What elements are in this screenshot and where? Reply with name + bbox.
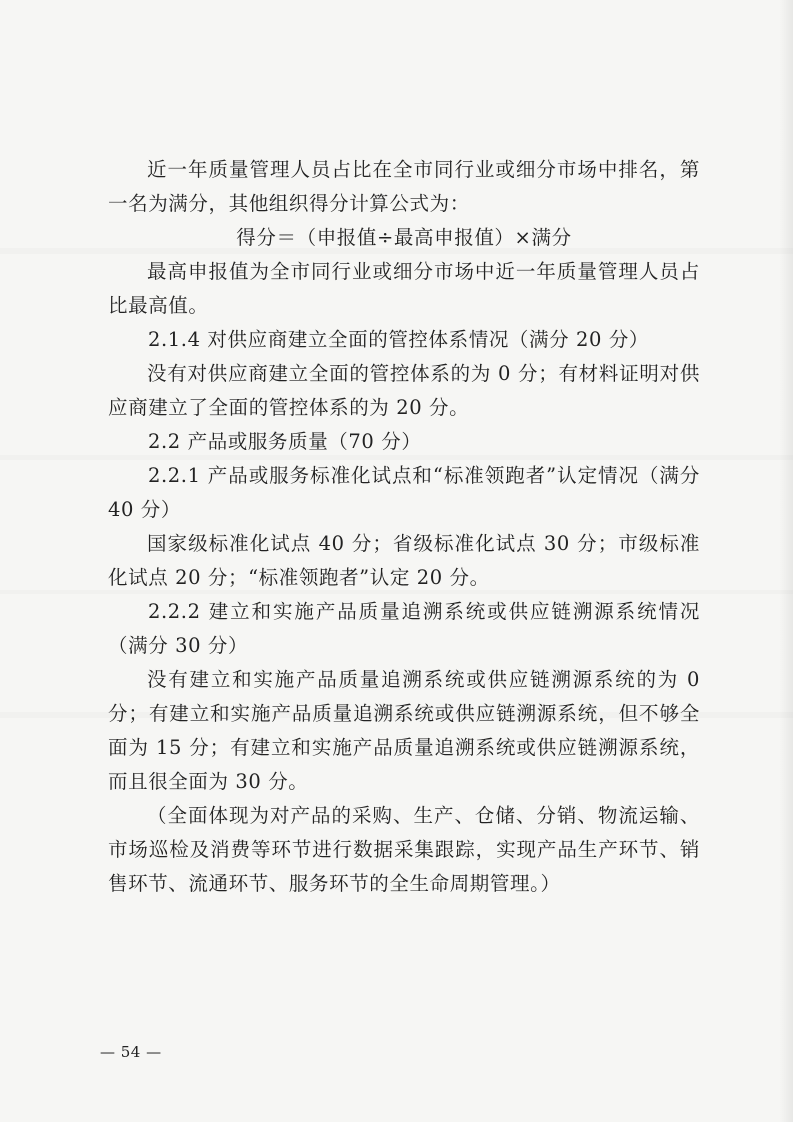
heading-2-2-2: 2.2.2 建立和实施产品质量追溯系统或供应链溯源系统情况（满分 30 分）: [108, 600, 700, 657]
heading-2-2: 2.2 产品或服务质量（70 分）: [148, 430, 422, 453]
document-body: [108, 153, 700, 901]
page-number: — 54 —: [100, 1043, 162, 1061]
heading-2-2-1: 2.2.1 产品或服务标准化试点和“标准领跑者”认定情况（满分 40 分）: [108, 464, 700, 521]
heading-2-1-4: 2.1.4 对供应商建立全面的管控体系情况（满分 20 分）: [148, 328, 650, 351]
score-formula: 得分＝（申报值÷最高申报值）×满分: [236, 226, 572, 249]
paragraph-supplier-control: 没有对供应商建立全面的管控体系的为 0 分；有材料证明对供应商建立了全面的管控体系的为 20 分。: [108, 362, 700, 419]
paragraph-traceability-scores: 没有建立和实施产品质量追溯系统或供应链溯源系统的为 0 分；有建立和实施产品质量追溯系统或供应链溯源系统，但不够全面为 15 分；有建立和实施产品质量追溯系统或供应链溯源系统，而且很全面为 30 分。: [108, 668, 700, 793]
paragraph-highest-value: 最高申报值为全市同行业或细分市场中近一年质量管理人员占比最高值。: [108, 260, 700, 317]
paragraph-comprehensive-note: （全面体现为对产品的采购、生产、仓储、分销、物流运输、市场巡检及消费等环节进行数据采集跟踪，实现产品生产环节、销售环节、流通环节、服务环节的全生命周期管理。）: [108, 804, 700, 895]
paragraph-ranking-rule: 近一年质量管理人员占比在全市同行业或细分市场中排名，第一名为满分，其他组织得分计算公式为：: [108, 158, 700, 215]
scan-edge-shadow: [779, 0, 793, 1122]
paragraph-standardization-scores: 国家级标准化试点 40 分；省级标准化试点 30 分；市级标准化试点 20 分；“标准领跑者”认定 20 分。: [108, 532, 700, 589]
